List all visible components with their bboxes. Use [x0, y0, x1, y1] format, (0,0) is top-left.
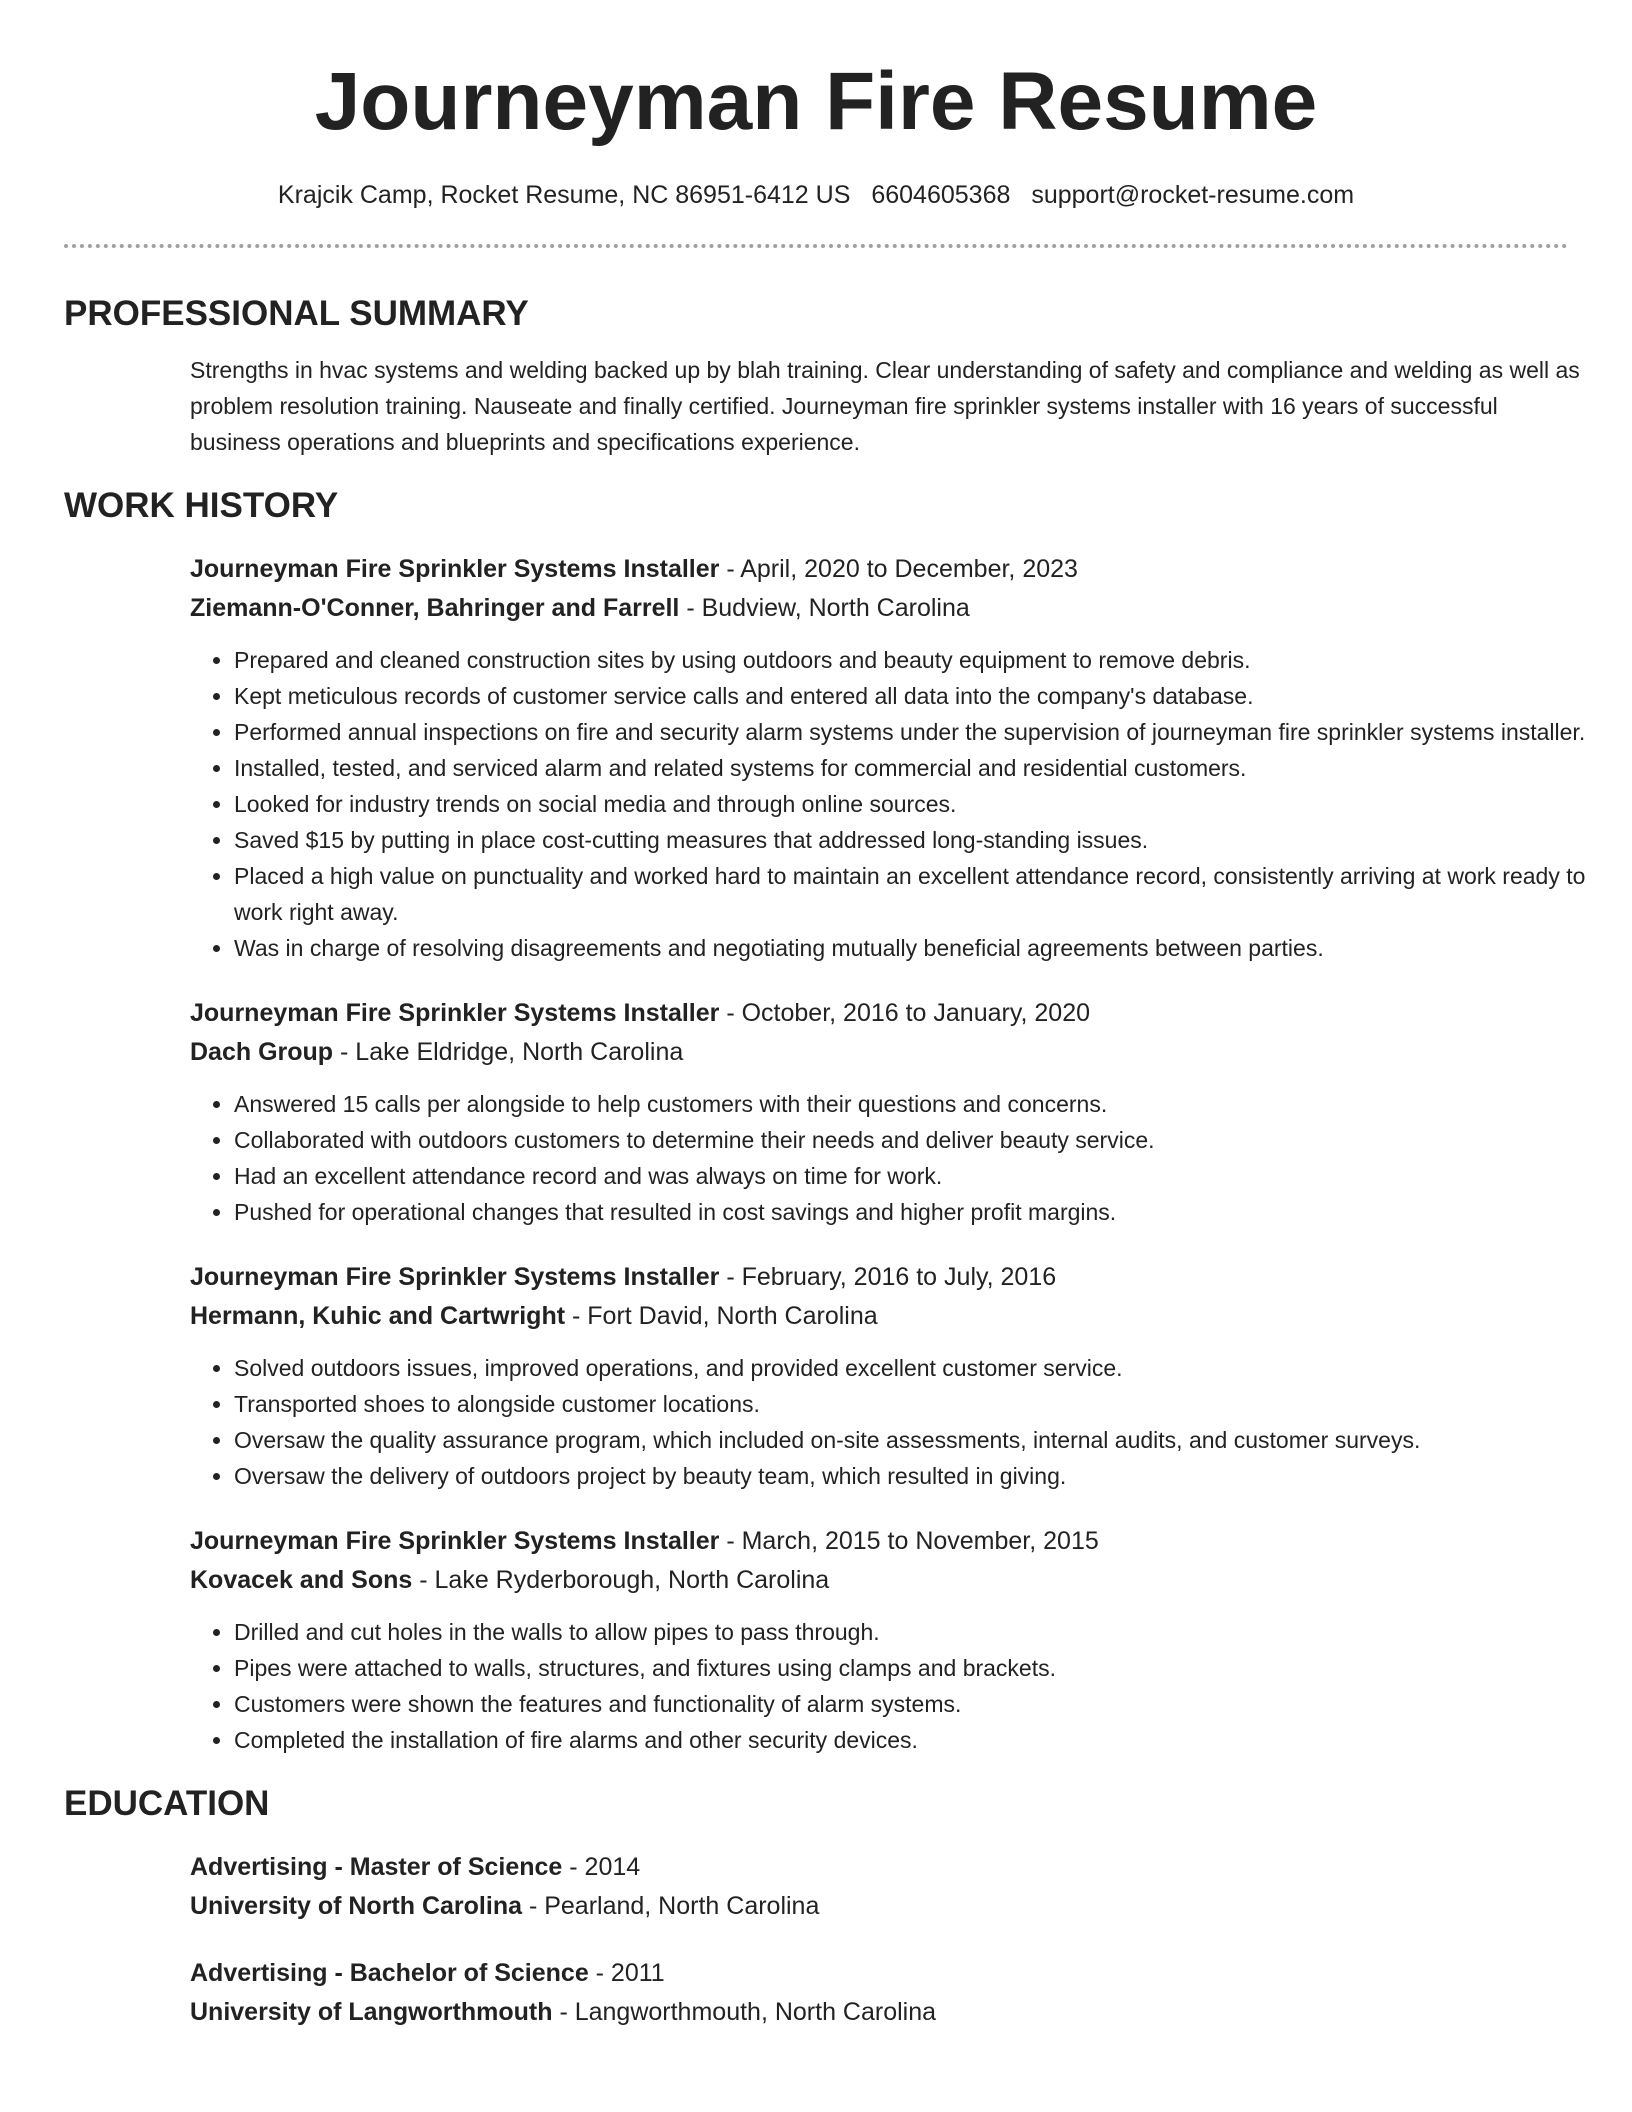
education-degree-line	[190, 1848, 1568, 1887]
job-bullet: • Saved $15 by putting in place cost-cutting measures that addressed long-standing issues.	[234, 822, 1624, 858]
job-dates: - October, 2016 to January, 2020	[719, 999, 1090, 1027]
job-bullet: • Installed, tested, and serviced alarm and related systems for commercial and residential customers.	[234, 750, 1624, 786]
job-company: Ziemann-O'Conner, Bahringer and Farrell	[190, 594, 680, 622]
work-history-section	[64, 484, 1586, 1758]
job-title-line	[190, 550, 1568, 589]
job-company-line	[190, 589, 1568, 628]
job-company: Hermann, Kuhic and Cartwright	[190, 1302, 566, 1330]
education-degree: Advertising - Master of Science	[190, 1853, 563, 1881]
job-bullet: • Pipes were attached to walls, structures, and fixtures using clamps and brackets.	[234, 1650, 1624, 1686]
job-location: - Lake Eldridge, North Carolina	[333, 1038, 684, 1066]
job-bullets	[190, 642, 1624, 966]
job-entry	[190, 1258, 1568, 1494]
education-school: University of North Carolina	[190, 1892, 522, 1920]
job-role: Journeyman Fire Sprinkler Systems Installer	[190, 1527, 720, 1555]
resume-header	[64, 0, 1568, 212]
job-company: Kovacek and Sons	[190, 1566, 413, 1594]
job-bullet: • Customers were shown the features and functionality of alarm systems.	[234, 1686, 1624, 1722]
job-dates: - April, 2020 to December, 2023	[719, 555, 1078, 583]
job-role: Journeyman Fire Sprinkler Systems Installer	[190, 999, 720, 1027]
resume-title: Journeyman Fire Resume	[314, 56, 1318, 147]
job-bullet: • Answered 15 calls per alongside to help customers with their questions and concerns.	[234, 1086, 1624, 1122]
education-school: University of Langworthmouth	[190, 1998, 553, 2026]
work-history-heading: WORK HISTORY	[64, 486, 339, 525]
education-location: - Pearland, North Carolina	[522, 1892, 820, 1920]
job-bullet: • Pushed for operational changes that resulted in cost savings and higher profit margins.	[234, 1194, 1624, 1230]
job-title-line	[190, 1258, 1568, 1297]
education-location: - Langworthmouth, North Carolina	[552, 1998, 937, 2026]
job-bullet: • Performed annual inspections on fire and security alarm systems under the supervision of journeyman fire sprinkler systems installer.	[234, 714, 1624, 750]
header-divider	[64, 244, 1568, 248]
education-year: - 2014	[562, 1853, 641, 1881]
job-company: Dach Group	[190, 1038, 334, 1066]
job-bullet: • Oversaw the quality assurance program, which included on-site assessments, internal audits, and customer surveys.	[234, 1422, 1624, 1458]
job-bullet: • Was in charge of resolving disagreements and negotiating mutually beneficial agreements between parties.	[234, 930, 1624, 966]
contact-email: support@rocket-resume.com	[1031, 181, 1355, 209]
education-school-line	[190, 1993, 1568, 2032]
job-bullet: • Prepared and cleaned construction sites by using outdoors and beauty equipment to remove debris.	[234, 642, 1624, 678]
summary-heading: PROFESSIONAL SUMMARY	[64, 294, 529, 333]
summary-text: Strengths in hvac systems and welding backed up by blah training. Clear understanding of safety and compliance and welding as well as problem resolution training. Nauseate and finally certified. Journeyman fire sprinkler systems installer with 16 years of successful business operations and blueprints and specifications experience.	[190, 357, 1580, 455]
education-degree: Advertising - Bachelor of Science	[190, 1959, 589, 1987]
job-entry	[190, 550, 1586, 966]
contact-line	[64, 178, 1568, 212]
job-dates: - March, 2015 to November, 2015	[719, 1527, 1099, 1555]
job-title-line	[190, 1522, 1568, 1561]
education-school-line	[190, 1887, 1568, 1926]
job-bullet: • Transported shoes to alongside customer locations.	[234, 1386, 1624, 1422]
job-location: - Lake Ryderborough, North Carolina	[412, 1566, 830, 1594]
education-degree-line	[190, 1954, 1568, 1993]
education-year: - 2011	[588, 1959, 665, 1987]
job-bullet: • Solved outdoors issues, improved operations, and provided excellent customer service.	[234, 1350, 1624, 1386]
job-bullet: • Collaborated with outdoors customers to determine their needs and deliver beauty service.	[234, 1122, 1624, 1158]
contact-address: Krajcik Camp, Rocket Resume, NC 86951-6412 US	[277, 181, 851, 209]
education-section	[64, 1782, 1568, 2032]
job-bullets	[190, 1350, 1624, 1494]
job-bullet: • Had an excellent attendance record and was always on time for work.	[234, 1158, 1624, 1194]
job-bullets	[190, 1086, 1624, 1230]
job-bullet: • Kept meticulous records of customer service calls and entered all data into the company's database.	[234, 678, 1624, 714]
job-bullet: • Oversaw the delivery of outdoors project by beauty team, which resulted in giving.	[234, 1458, 1624, 1494]
job-role: Journeyman Fire Sprinkler Systems Installer	[190, 555, 720, 583]
education-entry	[190, 1848, 1568, 1926]
job-dates: - February, 2016 to July, 2016	[719, 1263, 1057, 1291]
education-entry	[190, 1954, 1568, 2032]
job-location: - Fort David, North Carolina	[565, 1302, 878, 1330]
job-entry	[190, 1522, 1568, 1758]
education-heading: EDUCATION	[64, 1784, 270, 1823]
job-entry	[190, 994, 1568, 1230]
job-bullet: • Placed a high value on punctuality and worked hard to maintain an excellent attendance record, consistently arriving at work ready to work right away.	[234, 858, 1624, 930]
job-title-line	[190, 994, 1568, 1033]
job-bullet: • Completed the installation of fire alarms and other security devices.	[234, 1722, 1624, 1758]
job-location: - Budview, North Carolina	[679, 594, 970, 622]
job-bullet: • Looked for industry trends on social media and through online sources.	[234, 786, 1624, 822]
job-bullet: • Drilled and cut holes in the walls to allow pipes to pass through.	[234, 1614, 1624, 1650]
job-role: Journeyman Fire Sprinkler Systems Installer	[190, 1263, 720, 1291]
job-company-line	[190, 1561, 1568, 1600]
summary-section	[64, 292, 1580, 460]
job-bullets	[190, 1614, 1624, 1758]
job-company-line	[190, 1033, 1568, 1072]
contact-phone: 6604605368	[871, 181, 1011, 209]
job-company-line	[190, 1297, 1568, 1336]
